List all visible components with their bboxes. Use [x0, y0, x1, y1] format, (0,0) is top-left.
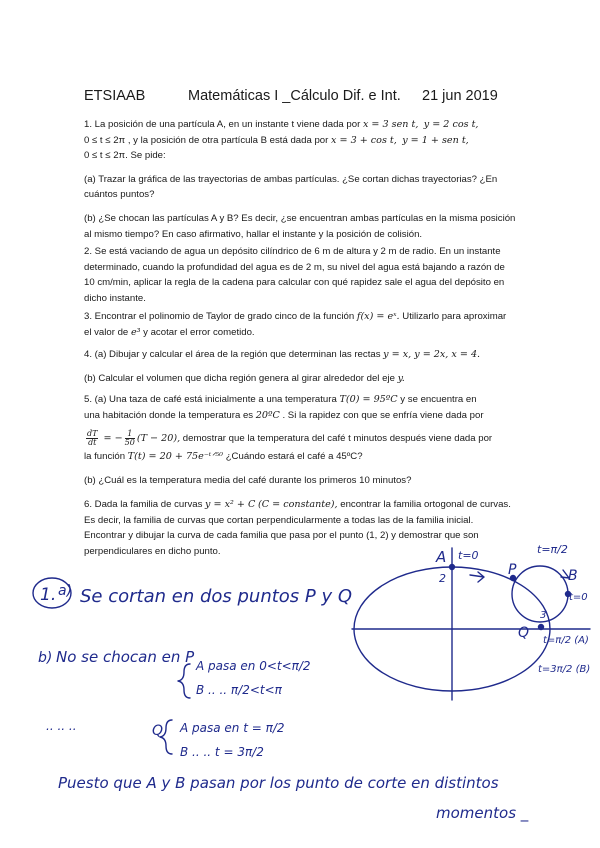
q1-part-b: (b) ¿Se chocan las partículas A y B? Es decir, ¿se encuentran ambas partículas en la misma posición al mismo tiempo? En caso afirmativo, hallar el instante y la posición de colisión.: [84, 212, 516, 240]
arrow-A-icon: [470, 572, 484, 582]
conclusion-line-2: momentos _: [436, 804, 529, 822]
conclusion-line-1: Puesto que A y B pasan por los punto de corte en distintos: [58, 774, 499, 792]
graph-label-tQ-B: t=3π/2 (B): [538, 664, 591, 675]
q1-line3: 0 ≤ t ≤ 2π. Se pide:: [84, 150, 166, 162]
graph-label-B: B: [568, 568, 578, 584]
answer-c-Q: Q: [152, 723, 164, 739]
q4-part-a: 4. (a) Dibujar y calcular el área de la región que determinan las rectas y = x, y = 2x, x = 4.: [84, 349, 481, 360]
graph-label-A: A: [436, 548, 447, 566]
dT-dt-fraction: $\frac{dT}{dt}$: [87, 429, 98, 448]
answer-a-text: Se cortan en dos puntos P y Q: [80, 586, 353, 607]
q1-line1: 1. La posición de una partícula A, en un instante t viene dada por x = 3 sen t, y = 2 cos t,: [84, 119, 479, 130]
course-title: Matemáticas I _Cálculo Dif. e Int.: [188, 88, 401, 104]
q1-line2: 0 ≤ t ≤ 2π , y la posición de otra partícula B está dada por x = 3 + cos t, y = 1 + sen t,: [84, 134, 469, 146]
graph-label-t0-A: t=0: [458, 549, 479, 562]
point-A-dot: [450, 565, 455, 570]
graph-label-tQ-A: t=π/2 (A): [543, 635, 589, 646]
q5-line1: 5. (a) Una taza de café está inicialmente a una temperatura T(0) = 95ºC y se encuentra en: [84, 394, 477, 405]
answer-b-A: A pasa en 0<t<π/2: [196, 659, 311, 673]
answer-b-B: B .. .. π/2<t<π: [196, 683, 282, 697]
brace-b-icon: [178, 664, 190, 698]
graph-label-t0-B: t=0: [569, 592, 588, 603]
exam-date: 21 jun 2019: [422, 88, 498, 104]
answer-a-label: a): [58, 583, 73, 599]
answer-c-A: A pasa en t = π/2: [180, 721, 285, 735]
q5-line2: una habitación donde la temperatura es 20ºC . Si la rapidez con que se enfría viene dada por: [84, 409, 484, 421]
answer-c-B: B .. .. t = 3π/2: [180, 745, 264, 759]
answer-1-label: 1.: [40, 585, 57, 605]
q3-text: 3. Encontrar el polinomio de Taylor de grado cinco de la función f(x) = eˣ. Utilizarlo para aproximar el valor de e³ y acotar el error cometido.: [84, 311, 507, 338]
graph-label-2: 2: [439, 572, 446, 585]
q5-line3: $\frac{dT}{dt}$ = − $\frac{1}{50}$ (T − 20), demostrar que la temperatura del café t minutos después viene dada por: [87, 429, 493, 448]
q5-line4: la función T(t) = 20 + 75e⁻ᵗᐟ⁵⁰ ¿Cuándo estará el café a 45ºC?: [84, 451, 363, 463]
q6-text: 6. Dada la familia de curvas y = x² + C (C = constante), encontrar la familia ortogonal de curvas. Es decir, la familia de curvas que cortan perpendicularmente a todas las de la familia inicial. Encontrar y dibujar la curva de cada familia que pasa por el punto (1, 2) y demostrar que son perpendiculares en dicho punto.: [84, 499, 511, 557]
graph-label-P: P: [508, 562, 517, 578]
point-Q-dot: [539, 625, 544, 630]
answer-b-label: b): [38, 650, 53, 666]
q1-part-a: (a) Trazar la gráfica de las trayectorias de ambas partículas. ¿Se cortan dichas trayectorias? ¿En cuántos puntos?: [84, 173, 498, 201]
answer-b-text: No se chocan en P: [56, 648, 195, 666]
graph-label-tpi2-top: t=π/2: [537, 543, 568, 556]
graph-label-Q: Q: [518, 625, 530, 641]
q2-text: 2. Se está vaciando de agua un depósito cilíndrico de 6 m de altura y 2 m de radio. En un instante determinado, cuando la profundidad del agua es de 2 m, su nivel del agua está bajando a razón de 10 cm/min, aplicar la regla de la cadena para calcular con qué rapidez sale el agua del depósito en dicho instante.: [84, 246, 505, 304]
one-fiftieth-fraction: $\frac{1}{50}$: [124, 429, 135, 448]
q5-part-b: (b) ¿Cuál es la temperatura media del café durante los primeros 10 minutos?: [84, 474, 412, 486]
school-name: ETSIAAB: [84, 88, 146, 104]
graph-label-3: 3: [540, 610, 547, 621]
answer-c-dots: .. .. ..: [46, 719, 77, 733]
q4-part-b: (b) Calcular el volumen que dicha región genera al girar alrededor del eje y.: [84, 372, 405, 384]
